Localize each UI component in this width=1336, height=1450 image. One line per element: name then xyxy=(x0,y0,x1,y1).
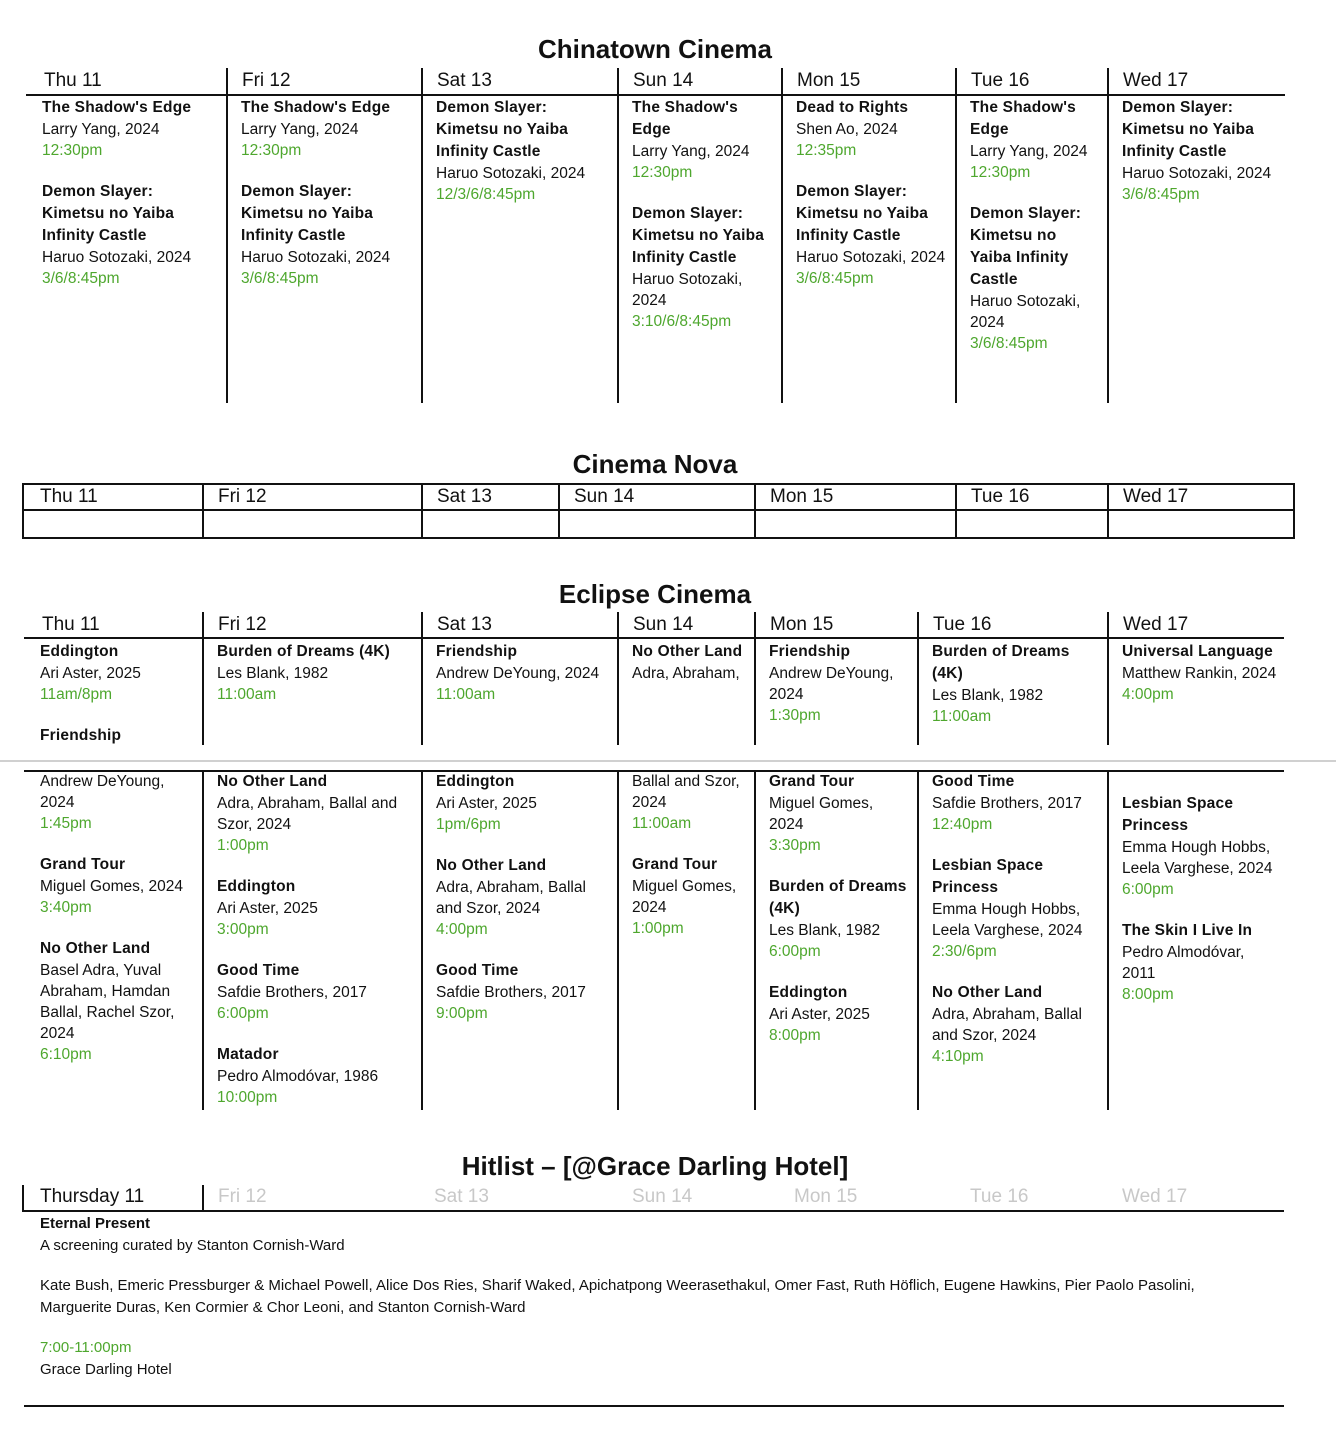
showtime: 3/6/8:45pm xyxy=(970,335,1048,352)
page-break xyxy=(0,760,1336,762)
screening-entry xyxy=(217,771,415,856)
screening-entry xyxy=(769,771,911,856)
film-title: Good Time xyxy=(436,962,519,979)
day-header: Mon 15 xyxy=(797,70,861,91)
screening-entry xyxy=(436,960,611,1024)
day-header: Thu 11 xyxy=(42,614,100,635)
film-title: The Shadow's Edge xyxy=(42,99,192,116)
day-cell xyxy=(40,641,196,767)
day-cell xyxy=(632,641,748,704)
showtime: 2:30/6pm xyxy=(932,943,997,960)
film-title: Eddington xyxy=(769,984,848,1001)
screening-entry xyxy=(932,641,1101,727)
film-credit: Larry Yang, 2024 xyxy=(970,143,1088,160)
screening-entry xyxy=(769,641,911,726)
day-header: Wed 17 xyxy=(1123,486,1189,507)
column-divider xyxy=(226,68,228,403)
screening-entry xyxy=(436,97,611,205)
screening-entry xyxy=(40,641,196,705)
film-title: Good Time xyxy=(217,962,300,979)
day-header: Wed 17 xyxy=(1123,614,1189,635)
film-credit: Les Blank, 1982 xyxy=(217,665,329,682)
column-divider xyxy=(781,68,783,403)
day-cell xyxy=(932,771,1101,1087)
column-divider xyxy=(202,612,204,745)
day-header: Tue 16 xyxy=(971,70,1030,91)
day-header: Sun 14 xyxy=(574,486,635,507)
day-cell xyxy=(40,771,196,1085)
day-header: Sat 13 xyxy=(437,486,492,507)
day-cell xyxy=(436,641,611,725)
film-title: No Other Land xyxy=(217,773,328,790)
screening-entry xyxy=(241,97,415,161)
film-credit: Adra, Abraham, Ballal and Szor, 2024 xyxy=(217,795,398,833)
film-title: Demon Slayer: Kimetsu no Yaiba Infinity Castle xyxy=(436,99,569,160)
column-divider xyxy=(202,1185,204,1211)
film-credit: Ari Aster, 2025 xyxy=(217,900,318,917)
film-title: No Other Land xyxy=(40,940,151,957)
film-credit: Adra, Abraham, Ballal and Szor, 2024 xyxy=(932,1006,1082,1044)
day-header: Tue 16 xyxy=(970,1186,1029,1207)
film-credit: Haruo Sotozaki, 2024 xyxy=(970,293,1081,331)
showtime: 8:00pm xyxy=(769,1027,821,1044)
column-divider xyxy=(955,68,957,403)
screening-entry xyxy=(632,641,748,684)
showtime: 6:00pm xyxy=(769,943,821,960)
header-rule xyxy=(22,1210,1284,1212)
showtime: 8:00pm xyxy=(1122,986,1174,1003)
film-title: Demon Slayer: Kimetsu no Yaiba Infinity Castle xyxy=(632,205,765,266)
day-cell xyxy=(436,771,611,1044)
screening-entry xyxy=(1122,641,1278,705)
column-divider xyxy=(917,612,919,745)
showtime: 3/6/8:45pm xyxy=(42,270,120,287)
showtime: 12/3/6/8:45pm xyxy=(436,186,536,203)
showtime: 12:35pm xyxy=(796,142,857,159)
showtime: 1:30pm xyxy=(769,707,821,724)
film-credit: Adra, Abraham, Ballal and Szor, 2024 xyxy=(436,879,586,917)
day-cell xyxy=(436,97,611,225)
day-cell xyxy=(769,641,911,746)
film-title: Grand Tour xyxy=(40,856,126,873)
day-cell xyxy=(970,97,1101,374)
showtime: 6:00pm xyxy=(217,1005,269,1022)
film-credit: Haruo Sotozaki, 2024 xyxy=(42,249,192,266)
film-credit: Ari Aster, 2025 xyxy=(436,795,537,812)
column-divider xyxy=(558,483,560,537)
film-title: The Shadow's Edge xyxy=(970,99,1076,138)
film-title: The Shadow's Edge xyxy=(632,99,738,138)
film-title: No Other Land xyxy=(632,643,743,660)
showtime: 6:00pm xyxy=(1122,881,1174,898)
showtime: 1:00pm xyxy=(632,920,684,937)
row-rule xyxy=(22,509,1293,511)
column-divider xyxy=(1107,770,1109,1110)
film-credit: Pedro Almodóvar, 2011 xyxy=(1122,944,1245,982)
film-credit: Haruo Sotozaki, 2024 xyxy=(241,249,391,266)
film-title: Burden of Dreams (4K) xyxy=(932,643,1070,682)
day-header: Wed 17 xyxy=(1123,70,1189,91)
event-subtitle: A screening curated by Stanton Cornish-Ward xyxy=(40,1237,345,1254)
film-credit: Larry Yang, 2024 xyxy=(42,121,160,138)
chinatown-title: Chinatown Cinema xyxy=(537,34,772,64)
showtime: 12:30pm xyxy=(970,164,1031,181)
film-title: Demon Slayer: Kimetsu no Yaiba Infinity Castle xyxy=(1122,99,1255,160)
screening-entry xyxy=(632,854,748,939)
screening-entry xyxy=(40,938,196,1065)
showtime: 12:40pm xyxy=(932,816,993,833)
showtime: 1pm/6pm xyxy=(436,816,501,833)
film-credit: Basel Adra, Yuval Abraham, Hamdan Ballal, Rachel Szor, 2024 xyxy=(40,962,175,1042)
column-divider xyxy=(421,770,423,1110)
nova-table xyxy=(22,483,1295,539)
day-header: Thu 11 xyxy=(40,486,98,507)
screening-entry xyxy=(40,771,196,834)
film-title: Matador xyxy=(217,1046,279,1063)
screening-entry xyxy=(1122,793,1278,900)
showtime: 6:10pm xyxy=(40,1046,92,1063)
film-title: Burden of Dreams (4K) xyxy=(769,878,907,917)
day-header: Thursday 11 xyxy=(40,1186,145,1207)
film-credit: Miguel Gomes, 2024 xyxy=(769,795,874,833)
film-credit: Shen Ao, 2024 xyxy=(796,121,898,138)
film-title: Demon Slayer: Kimetsu no Yaiba Infinity Castle xyxy=(241,183,374,244)
showtime: 11:00am xyxy=(632,815,692,832)
film-title: Good Time xyxy=(932,773,1015,790)
screening-entry xyxy=(632,771,748,834)
showtime: 1:45pm xyxy=(40,815,92,832)
showtime: 11am/8pm xyxy=(40,686,113,703)
film-credit: Matthew Rankin, 2024 xyxy=(1122,665,1277,682)
film-credit: Miguel Gomes, 2024 xyxy=(632,878,737,916)
screening-entry xyxy=(436,855,611,940)
showtime: 3:10/6/8:45pm xyxy=(632,313,732,330)
day-cell xyxy=(932,641,1101,747)
day-header: Sun 14 xyxy=(633,70,694,91)
film-credit: Andrew DeYoung, 2024 xyxy=(436,665,600,682)
column-divider xyxy=(421,483,423,537)
showtime: 4:00pm xyxy=(1122,686,1174,703)
film-title: The Skin I Live In xyxy=(1122,922,1253,939)
screening-entry xyxy=(796,97,949,161)
day-header: Tue 16 xyxy=(933,614,992,635)
screening-entry xyxy=(217,960,415,1024)
day-cell xyxy=(1122,97,1279,225)
event-artists: Kate Bush, Emeric Pressburger & Michael Powell, Alice Dos Ries, Sharif Waked, Apichatpong Weerasethakul, Omer Fast, Ruth Höflich, Eugene Hawkins, Pier Paolo Pasolini, Marguerite Duras, Ken Cormier & Chor Leoni, and Stanton Cornish-Ward xyxy=(40,1277,1195,1316)
film-title: No Other Land xyxy=(436,857,547,874)
film-credit: Adra, Abraham, xyxy=(632,665,740,682)
column-divider xyxy=(202,483,204,537)
screening-entry xyxy=(436,641,611,705)
column-divider xyxy=(617,770,619,1110)
header-rule xyxy=(24,637,1284,639)
hitlist-event xyxy=(40,1213,1270,1381)
film-credit: Haruo Sotozaki, 2024 xyxy=(796,249,946,266)
day-cell xyxy=(1122,641,1278,725)
day-cell xyxy=(1122,793,1278,1025)
day-header: Wed 17 xyxy=(1122,1186,1188,1207)
screening-entry xyxy=(932,982,1101,1067)
film-title: Lesbian Space Princess xyxy=(1122,795,1234,834)
showtime: 1:00pm xyxy=(217,837,269,854)
column-divider xyxy=(617,612,619,745)
film-title: Friendship xyxy=(436,643,518,660)
day-cell xyxy=(769,771,911,1066)
day-cell xyxy=(42,97,220,309)
screening-entry xyxy=(1122,97,1279,205)
day-header: Sat 13 xyxy=(437,614,492,635)
day-header: Sun 14 xyxy=(633,614,694,635)
screening-entry xyxy=(769,876,911,962)
film-credit: Emma Hough Hobbs, Leela Varghese, 2024 xyxy=(932,901,1083,939)
film-credit: Andrew DeYoung, 2024 xyxy=(40,773,165,811)
film-title: No Other Land xyxy=(932,984,1043,1001)
film-credit: Ari Aster, 2025 xyxy=(769,1006,870,1023)
showtime: 4:10pm xyxy=(932,1048,984,1065)
day-header: Mon 15 xyxy=(770,486,834,507)
hitlist-title: Hitlist – [@Grace Darling Hotel] xyxy=(461,1151,849,1181)
screening-entry xyxy=(796,181,949,289)
film-title: The Shadow's Edge xyxy=(241,99,391,116)
film-credit: Safdie Brothers, 2017 xyxy=(217,984,367,1001)
showtime: 11:00am xyxy=(436,686,496,703)
film-title: Friendship xyxy=(769,643,851,660)
screening-entry xyxy=(970,97,1101,183)
footer-rule xyxy=(24,1405,1284,1407)
showtime: 3:00pm xyxy=(217,921,269,938)
screening-entry xyxy=(40,725,196,747)
screening-entry xyxy=(632,203,775,332)
film-credit: Haruo Sotozaki, 2024 xyxy=(1122,165,1272,182)
film-credit: Ballal and Szor, 2024 xyxy=(632,773,740,811)
showtime: 10:00pm xyxy=(217,1089,278,1106)
column-divider xyxy=(955,483,957,537)
column-divider xyxy=(754,483,756,537)
column-divider xyxy=(1107,68,1109,403)
screening-entry xyxy=(241,181,415,289)
showtime: 12:30pm xyxy=(241,142,302,159)
column-divider xyxy=(421,612,423,745)
film-title: Dead to Rights xyxy=(796,99,909,116)
film-title: Universal Language xyxy=(1122,643,1273,660)
showtime: 3/6/8:45pm xyxy=(241,270,319,287)
day-cell xyxy=(217,771,415,1128)
column-divider xyxy=(202,770,204,1110)
day-header: Fri 12 xyxy=(218,1186,267,1207)
column-divider xyxy=(754,612,756,745)
screening-entry xyxy=(40,854,196,918)
event-title: Eternal Present xyxy=(40,1215,151,1232)
column-divider xyxy=(617,68,619,403)
film-credit: Safdie Brothers, 2017 xyxy=(436,984,586,1001)
day-header: Sat 13 xyxy=(434,1186,489,1207)
showtime: 11:00am xyxy=(932,708,992,725)
film-credit: Les Blank, 1982 xyxy=(769,922,881,939)
screening-entry xyxy=(217,1044,415,1108)
film-credit: Les Blank, 1982 xyxy=(932,687,1044,704)
film-title: Eddington xyxy=(217,878,296,895)
day-cell xyxy=(632,97,775,352)
column-divider xyxy=(1107,612,1109,745)
showtime: 12:30pm xyxy=(42,142,103,159)
day-header: Mon 15 xyxy=(770,614,834,635)
film-title: Demon Slayer: Kimetsu no Yaiba Infinity Castle xyxy=(970,205,1082,288)
film-title: Grand Tour xyxy=(769,773,855,790)
showtime: 3/6/8:45pm xyxy=(796,270,874,287)
column-divider xyxy=(22,1185,24,1211)
day-header: Sun 14 xyxy=(632,1186,693,1207)
event-venue: Grace Darling Hotel xyxy=(40,1361,172,1378)
day-header: Fri 12 xyxy=(218,614,267,635)
film-title: Demon Slayer: Kimetsu no Yaiba Infinity Castle xyxy=(42,183,175,244)
film-credit: Ari Aster, 2025 xyxy=(40,665,141,682)
column-divider xyxy=(1107,483,1109,537)
screening-entry xyxy=(217,876,415,940)
film-credit: Miguel Gomes, 2024 xyxy=(40,878,184,895)
day-header: Tue 16 xyxy=(971,486,1030,507)
screening-entry xyxy=(970,203,1101,354)
showtime: 3:30pm xyxy=(769,837,821,854)
showtime: 11:00am xyxy=(217,686,277,703)
film-credit: Larry Yang, 2024 xyxy=(241,121,359,138)
showtime: 12:30pm xyxy=(632,164,693,181)
day-header: Fri 12 xyxy=(218,486,267,507)
screening-entry xyxy=(42,181,220,289)
film-credit: Andrew DeYoung, 2024 xyxy=(769,665,894,703)
day-cell xyxy=(632,771,748,959)
film-title: Grand Tour xyxy=(632,856,718,873)
day-header: Fri 12 xyxy=(242,70,291,91)
film-title: Burden of Dreams (4K) xyxy=(217,643,391,660)
film-title: Eddington xyxy=(40,643,119,660)
film-title: Friendship xyxy=(40,727,122,744)
day-cell xyxy=(241,97,415,309)
nova-title: Cinema Nova xyxy=(572,449,738,479)
header-rule xyxy=(26,94,1285,96)
eclipse-title: Eclipse Cinema xyxy=(558,579,752,609)
day-cell xyxy=(217,641,415,725)
column-divider xyxy=(421,68,423,403)
showtime: 9:00pm xyxy=(436,1005,488,1022)
column-divider xyxy=(754,770,756,1110)
showtime: 3/6/8:45pm xyxy=(1122,186,1200,203)
screening-entry xyxy=(42,97,220,161)
film-credit: Haruo Sotozaki, 2024 xyxy=(436,165,586,182)
screening-entry xyxy=(932,855,1101,962)
film-title: Eddington xyxy=(436,773,515,790)
film-title: Lesbian Space Princess xyxy=(932,857,1044,896)
column-divider xyxy=(917,770,919,1110)
film-credit: Pedro Almodóvar, 1986 xyxy=(217,1068,379,1085)
day-header: Thu 11 xyxy=(44,70,102,91)
screening-entry xyxy=(1122,920,1278,1005)
film-credit: Safdie Brothers, 2017 xyxy=(932,795,1082,812)
screening-entry xyxy=(932,771,1101,835)
day-cell xyxy=(796,97,949,309)
day-header: Sat 13 xyxy=(437,70,492,91)
screening-entry xyxy=(632,97,775,183)
day-header: Mon 15 xyxy=(794,1186,858,1207)
event-time: 7:00-11:00pm xyxy=(40,1339,132,1356)
film-credit: Larry Yang, 2024 xyxy=(632,143,750,160)
showtime: 4:00pm xyxy=(436,921,488,938)
screening-entry xyxy=(217,641,415,705)
film-credit: Haruo Sotozaki, 2024 xyxy=(632,271,743,309)
film-title: Demon Slayer: Kimetsu no Yaiba Infinity Castle xyxy=(796,183,929,244)
screening-entry xyxy=(436,771,611,835)
film-credit: Emma Hough Hobbs, Leela Varghese, 2024 xyxy=(1122,839,1273,877)
screening-entry xyxy=(769,982,911,1046)
showtime: 3:40pm xyxy=(40,899,92,916)
